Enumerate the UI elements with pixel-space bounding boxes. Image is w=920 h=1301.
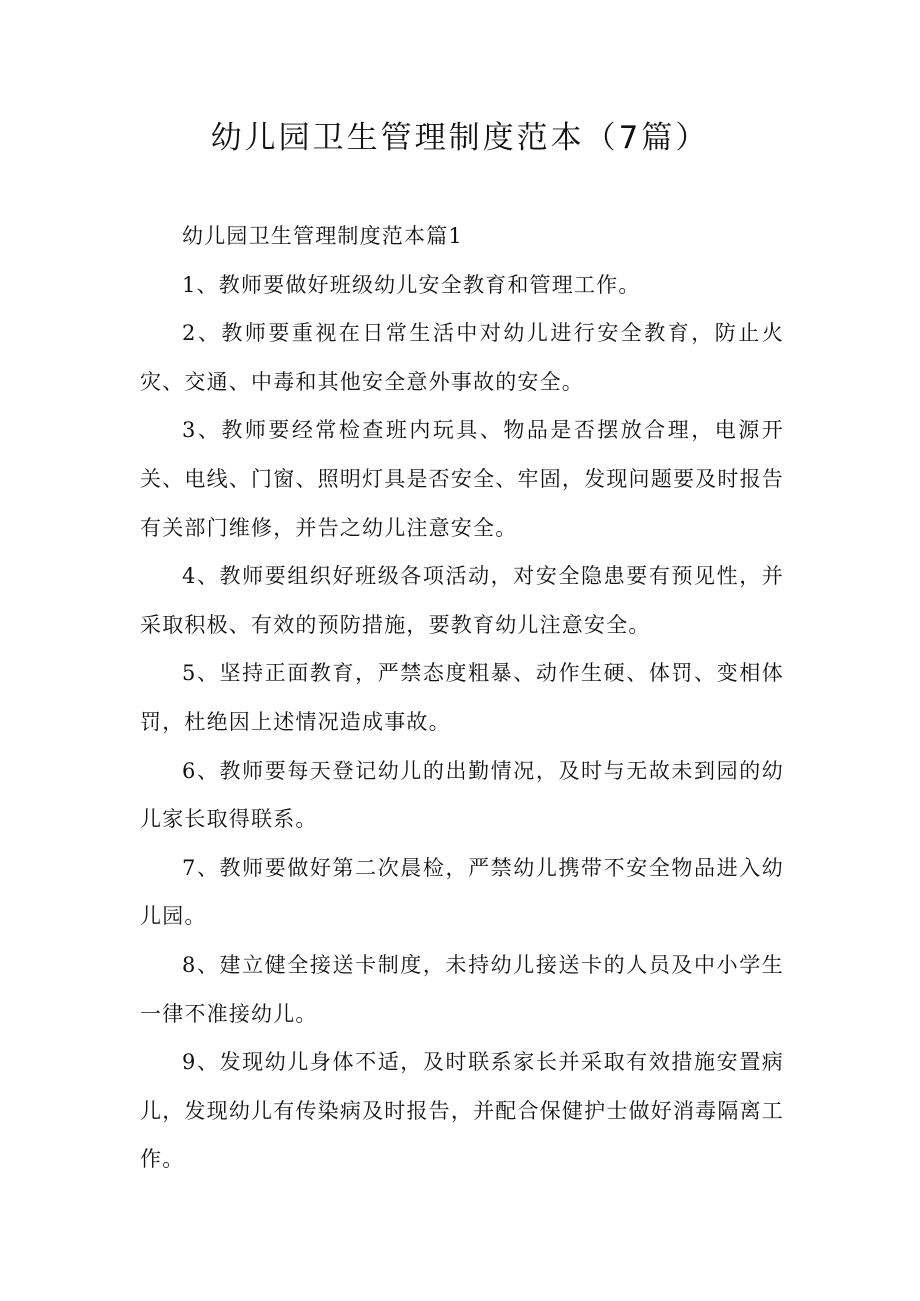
paragraph-5: 5、坚持正面教育，严禁态度粗暴、动作生硬、体罚、变相体罚，杜绝因上述情况造成事故。 (140, 661, 784, 734)
paragraph-9: 9、发现幼儿身体不适，及时联系家长并采取有效措施安置病儿，发现幼儿有传染病及时报告，并配合保健护士做好消毒隔离工作。 (140, 1050, 784, 1172)
paragraph-2: 2、教师要重视在日常生活中对幼儿进行安全教育，防止火灾、交通、中毒和其他安全意外事故的安全。 (140, 321, 784, 394)
paragraph-7: 7、教师要做好第二次晨检，严禁幼儿携带不安全物品进入幼儿园。 (140, 855, 784, 929)
paragraph-8: 8、建立健全接送卡制度，未持幼儿接送卡的人员及中小学生一律不准接幼儿。 (140, 952, 784, 1026)
document-title: 幼儿园卫生管理制度范本（7篇） (210, 120, 710, 156)
document-body (140, 212, 784, 1184)
section-heading: 幼儿园卫生管理制度范本篇1 (182, 224, 463, 248)
paragraph-3: 3、教师要经常检查班内玩具、物品是否摆放合理，电源开关、电线、门窗、照明灯具是否安全、牢固，发现问题要及时报告有关部门维修，并告之幼儿注意安全。 (140, 418, 784, 540)
paragraph-1: 1、教师要做好班级幼儿安全教育和管理工作。 (182, 272, 641, 297)
paragraph-4: 4、教师要组织好班级各项活动，对安全隐患要有预见性，并采取积极、有效的预防措施，要教育幼儿注意安全。 (140, 564, 784, 637)
paragraph-6: 6、教师要每天登记幼儿的出勤情况，及时与无故未到园的幼儿家长取得联系。 (140, 758, 784, 832)
